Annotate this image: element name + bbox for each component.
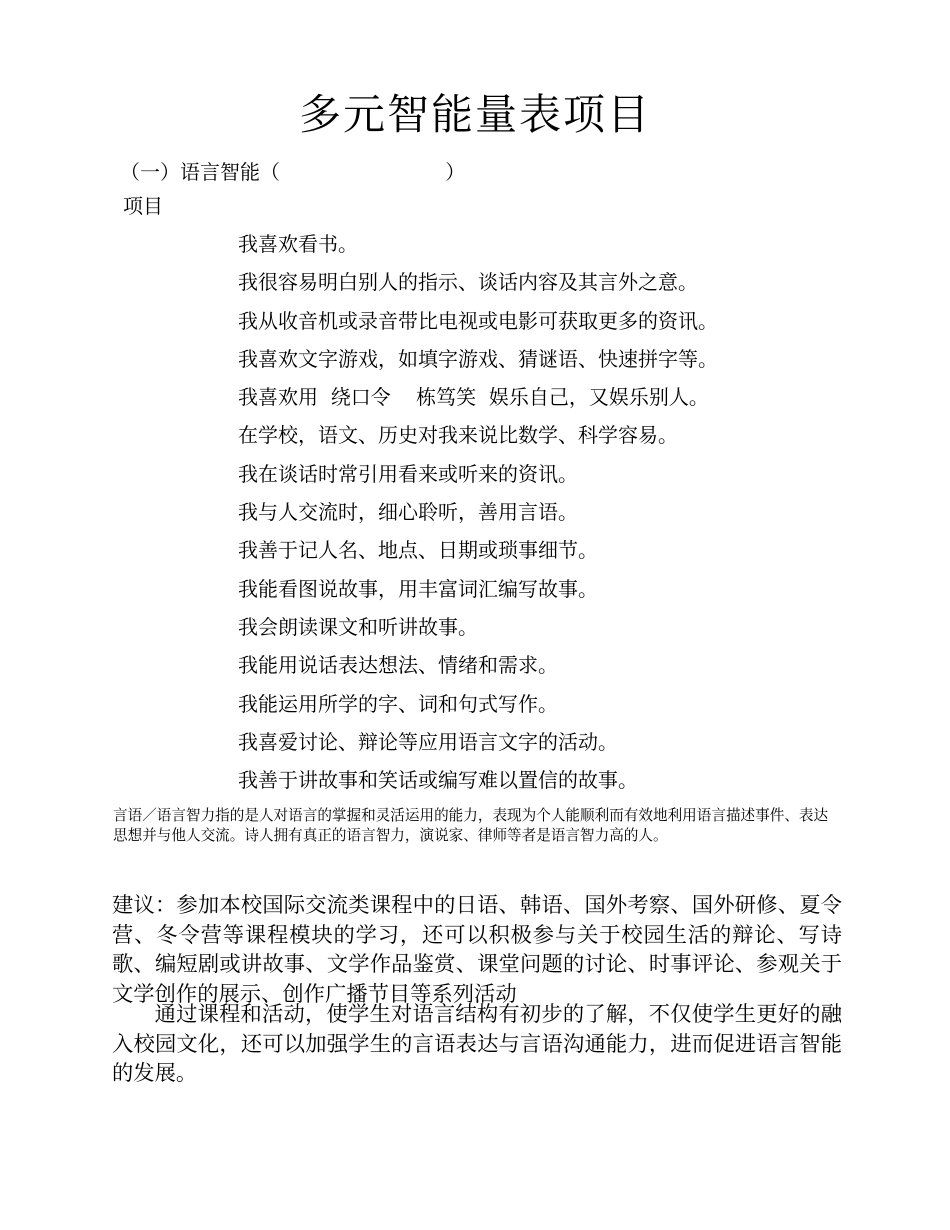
page-title: 多元智能量表项目 [298, 90, 651, 139]
list-item: 我喜欢用 绕口令 栋笃笑 娱乐自己，又娱乐别人。 [238, 385, 709, 410]
list-item: 我善于记人名、地点、日期或琐事细节。 [238, 538, 598, 563]
list-item: 我能用说话表达想法、情绪和需求。 [238, 653, 558, 678]
list-item: 在学校，语文、历史对我来说比数学、科学容易。 [238, 423, 678, 448]
list-item: 我会朗读课文和听讲故事。 [238, 614, 478, 639]
item-list [238, 228, 718, 802]
list-item: 我很容易明白别人的指示、谈话内容及其言外之意。 [238, 270, 698, 295]
suggestion-paragraph: 建议：参加本校国际交流类课程中的日语、韩语、国外考察、国外研修、夏令营、冬令营等课程模块的学习，还可以积极参与关于校园生活的辩论、写诗歌、编短剧或讲故事、文学作品鉴赏、课堂问题的讨论、时事评论、参观关于文学创作的展示、创作广播节目等系列活动 [112, 893, 842, 1007]
items-label: 项目 [123, 194, 163, 218]
list-item: 我善于讲故事和笑话或编写难以置信的故事。 [238, 768, 638, 793]
list-item: 我能看图说故事，用丰富词汇编写故事。 [238, 576, 598, 601]
list-item: 我与人交流时，细心聆听，善用言语。 [238, 500, 578, 525]
list-item: 我在谈话时常引用看来或听来的资讯。 [238, 461, 578, 486]
effect-paragraph: 通过课程和活动，使学生对语言结构有初步的了解，不仅使学生更好的融入校园文化，还可以加强学生的言语表达与言语沟通能力，进而促进语言智能的发展。 [112, 1002, 842, 1086]
list-item: 我喜爱讨论、辩论等应用语言文字的活动。 [238, 729, 618, 754]
list-item: 我喜欢看书。 [238, 232, 358, 256]
definition-note: 言语／语言智力指的是人对语言的掌握和灵活运用的能力，表现为个人能顺利而有效地利用语言描述事件、表达思想并与他人交流。诗人拥有真正的语言智力，演说家、律师等者是语言智力高的人。 [113, 807, 829, 844]
section-heading: （一）语言智能（ ） [120, 160, 466, 184]
list-item: 我喜欢文字游戏，如填字游戏、猜谜语、快速拼字等。 [238, 346, 718, 371]
list-item: 我从收音机或录音带比电视或电影可获取更多的资讯。 [238, 308, 718, 333]
list-item: 我能运用所学的字、词和句式写作。 [238, 691, 558, 716]
